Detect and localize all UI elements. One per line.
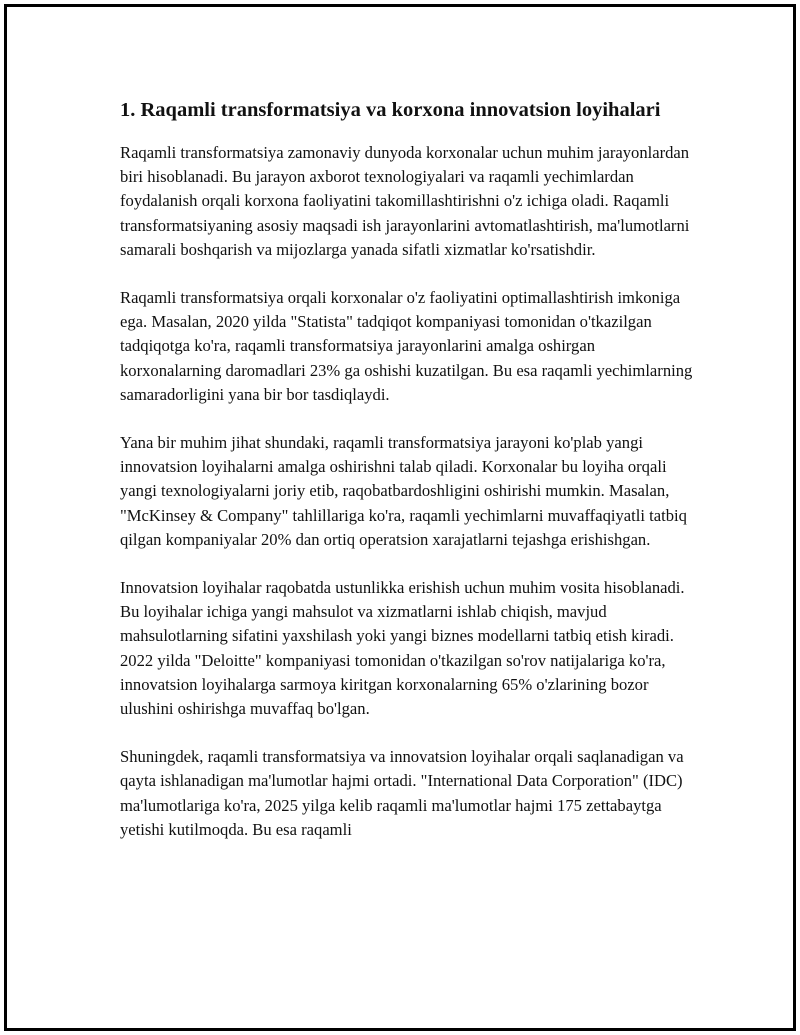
paragraph-1: Raqamli transformatsiya zamonaviy dunyoda korxonalar uchun muhim jarayonlardan biri hisoblanadi. Bu jarayon axborot texnologiyalari va raqamli yechimlardan foydalanish orqali korxona faoliyatini takomillashtirishni o'z ichiga oladi. Raqamli transformatsiyaning asosiy maqsadi ish jarayonlarini avtomatlashtirish, ma'lumotlarni samarali boshqarish va mijozlarga yanada sifatli xizmatlar ko'rsatishdir.: [120, 143, 690, 259]
section-heading: 1. Raqamli transformatsiya va korxona innovatsion loyihalari: [120, 99, 661, 121]
paragraph-4: Innovatsion loyihalar raqobatda ustunlikka erishish uchun muhim vosita hisoblanadi. Bu loyihalar ichiga yangi mahsulot va xizmatlarni ishlab chiqish, mavjud mahsulotlarning sifatini yaxshilash yoki yangi biznes modellarni tatbiq etish kiradi. 2022 yilda "Deloitte" kompaniyasi tomonidan o'tkazilgan so'rov natijalariga ko'ra, innovatsion loyihalarga sarmoya kiritgan korxonalarning 65% o'zlarining bozor ulushini oshirishga muvaffaq bo'lgan.: [120, 578, 685, 719]
document-body: [120, 95, 700, 866]
paragraph-2: Raqamli transformatsiya orqali korxonalar o'z faoliyatini optimallashtirish imkoniga ega. Masalan, 2020 yilda "Statista" tadqiqot kompaniyasi tomonidan o'tkazilgan tadqiqotga ko'ra, raqamli transformatsiya jarayonlarini amalga oshirgan korxonalarning daromadlari 23% ga oshishi kuzatilgan. Bu esa raqamli yechimlarning samaradorligini yana bir bor tasdiqlaydi.: [120, 288, 693, 404]
page-frame: [4, 4, 796, 1031]
paragraph-3: Yana bir muhim jihat shundaki, raqamli transformatsiya jarayoni ko'plab yangi innovatsion loyihalarni amalga oshirishni talab qiladi. Korxonalar bu loyiha orqali yangi texnologiyalarni joriy etib, raqobatbardoshligini oshirishi mumkin. Masalan, "McKinsey & Company" tahlillariga ko'ra, raqamli yechimlarni muvaffaqiyatli tatbiq qilgan kompaniyalar 20% dan ortiq operatsion xarajatlarni tejashga erishishgan.: [120, 433, 687, 549]
paragraph-5: Shuningdek, raqamli transformatsiya va innovatsion loyihalar orqali saqlanadigan va qayta ishlanadigan ma'lumotlar hajmi ortadi. "International Data Corporation" (IDC) ma'lumotlariga ko'ra, 2025 yilga kelib raqamli ma'lumotlar hajmi 175 zettabaytga yetishi kutilmoqda. Bu esa raqamli: [120, 747, 684, 839]
